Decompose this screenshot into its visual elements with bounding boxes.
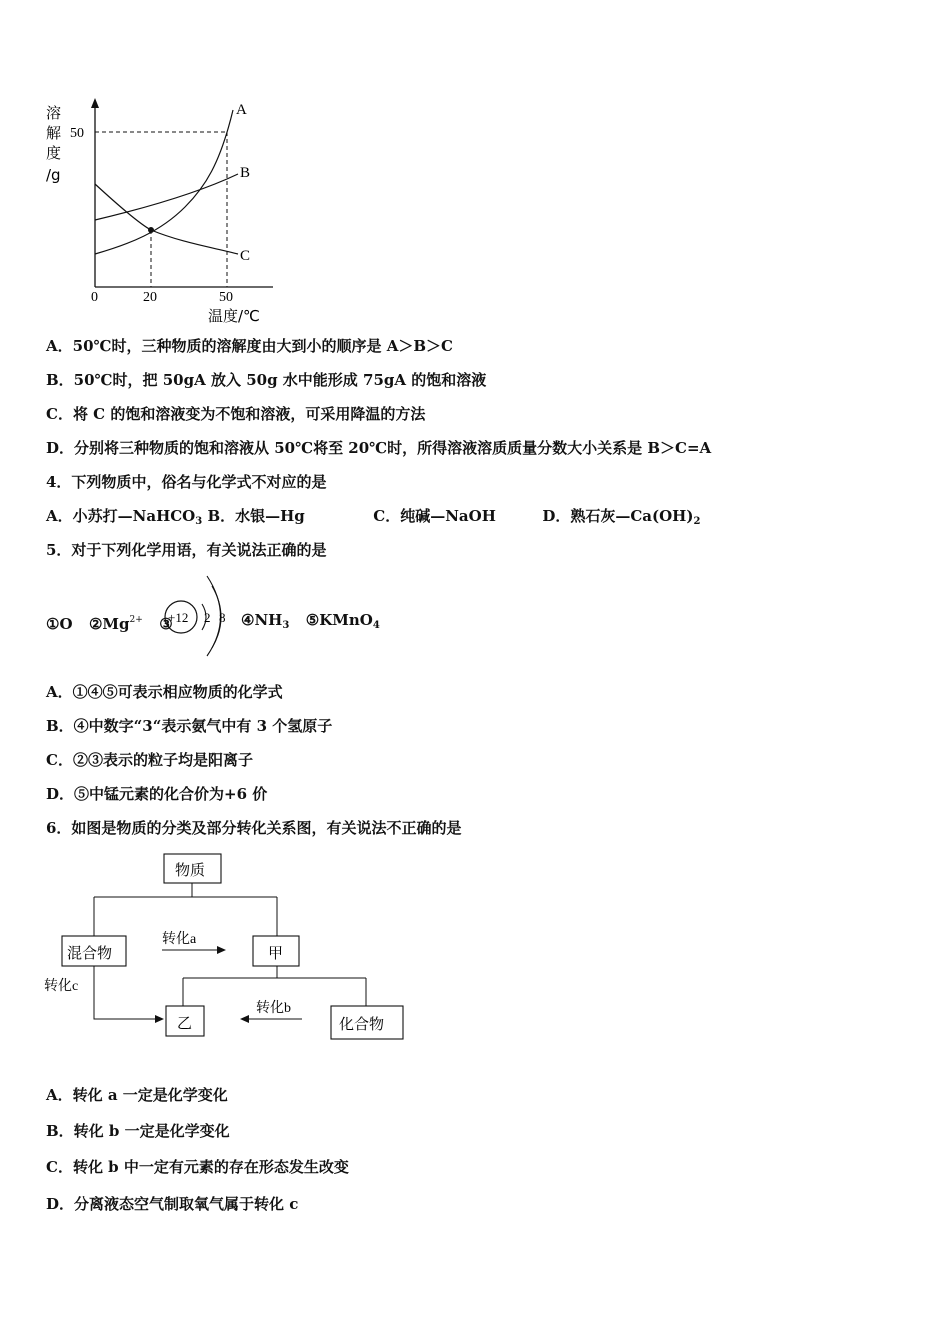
- q6-stem: 6．如图是物质的分类及部分转化关系图，有关说法不正确的是: [46, 819, 462, 837]
- q5-stem: 5．对于下列化学用语，有关说法正确的是: [46, 541, 327, 559]
- q6-option-c: C．转化 b 中一定有元素的存在形态发生改变: [46, 1158, 349, 1176]
- curve-label-b: B: [240, 165, 251, 181]
- label-matter: 物质: [175, 863, 206, 879]
- q5-item-2: $②Mg^{2+}$: [88, 615, 143, 633]
- q5-item-4: $④NH_3$: [241, 611, 290, 631]
- q4-option-d: D．熟石灰$—Ca(OH)_2$: [542, 507, 701, 527]
- y-label-3: 度: [46, 144, 62, 162]
- x-tick-0: 0: [91, 290, 98, 305]
- curve-label-c: C: [240, 248, 251, 264]
- q4-options: [46, 507, 700, 531]
- q5-items-row-2: [241, 611, 380, 635]
- y-axis-arrow: [91, 98, 99, 108]
- label-mixture: 混合物: [67, 946, 113, 962]
- y-tick-50: 50: [70, 126, 84, 141]
- x-axis-label: 温度/℃: [208, 307, 260, 325]
- y-label-4: /g: [46, 166, 61, 184]
- q3-option-c: C．将 C 的饱和溶液变为不饱和溶液，可采用降温的方法: [46, 405, 426, 423]
- curve-a: [95, 110, 233, 254]
- q3-option-a: A．50℃时，三种物质的溶解度由大到小的顺序是 A＞B＞C: [46, 337, 453, 355]
- curve-b: [95, 174, 238, 220]
- solubility-chart: [40, 92, 280, 328]
- shell-electrons-2: 8: [219, 610, 226, 625]
- q6-option-d: D．分离液态空气制取氧气属于转化 c: [46, 1195, 299, 1213]
- mg-ion-structure: [160, 572, 240, 658]
- q4-option-b: B．水银—Hg: [207, 507, 305, 525]
- x-tick-50: 50: [219, 290, 233, 305]
- q4-stem: 4．下列物质中，俗名与化学式不对应的是: [46, 473, 327, 491]
- curve-label-a: A: [236, 102, 247, 118]
- intersection-point: [148, 227, 154, 233]
- label-yi: 乙: [177, 1016, 193, 1032]
- y-label-1: 溶: [46, 104, 62, 122]
- q5-item-5: ⑤KMnO$_4$: [305, 611, 380, 631]
- nucleus-charge: +12: [168, 610, 189, 625]
- q5-item-1: ①O: [46, 615, 73, 633]
- q5-option-c: C．②③表示的粒子均是阳离子: [46, 751, 253, 769]
- y-label-2: 解: [46, 124, 62, 142]
- q6-option-b: B．转化 b 一定是化学变化: [46, 1122, 230, 1140]
- label-conv-b: 转化b: [256, 1001, 291, 1016]
- x-tick-20: 20: [143, 290, 157, 305]
- curve-c: [95, 184, 238, 254]
- q5-option-a: A．①④⑤可表示相应物质的化学式: [46, 683, 283, 701]
- label-compound: 化合物: [339, 1017, 385, 1033]
- label-conv-a: 转化a: [162, 932, 197, 947]
- q3-option-d: D．分别将三种物质的饱和溶液从 50℃将至 20℃时，所得溶液溶质质量分数大小关系是 B＞C=A: [46, 439, 712, 457]
- q5-option-b: B．④中数字“3“表示氨气中有 3 个氢原子: [46, 717, 333, 735]
- arrow-conv-c: [94, 966, 158, 1019]
- label-jia: 甲: [268, 946, 284, 962]
- q5-option-d: D．⑤中锰元素的化合价为+6 价: [46, 785, 268, 803]
- q6-option-a: A．转化 a 一定是化学变化: [46, 1086, 228, 1104]
- q3-option-b: B．50℃时，把 50gA 放入 50g 水中能形成 75gA 的饱和溶液: [46, 371, 487, 389]
- q4-option-a: A．小苏打—NaHCO$_3$: [46, 507, 203, 527]
- q5-items-row: [46, 611, 173, 633]
- q5-item-3: ③: [159, 615, 173, 633]
- q4-option-c: C．纯碱—NaOH: [373, 507, 496, 525]
- classification-diagram: [40, 850, 420, 1050]
- label-conv-c: 转化c: [44, 979, 79, 994]
- shell-electrons-1: 2: [204, 610, 211, 625]
